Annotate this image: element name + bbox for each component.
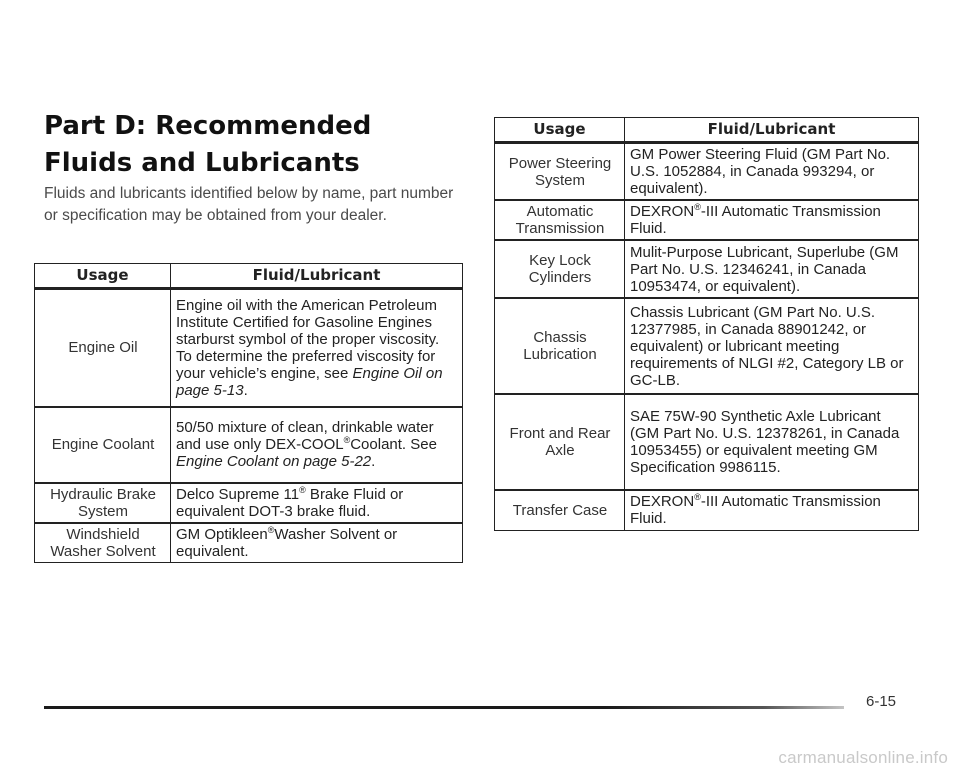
- table-row: [495, 143, 919, 201]
- fluid-cell: Chassis Lubricant (GM Part No. U.S. 12377985, in Canada 88901242, or equivalent) or lubricant meeting requirements of NLGI #2, Category LB or GC-LB.: [625, 298, 919, 394]
- usage-cell: Automatic Transmission: [495, 200, 625, 240]
- fluid-text-tail: .: [243, 381, 248, 399]
- usage-cell: Power Steering System: [495, 143, 625, 201]
- fluid-cell: Mulit-Purpose Lubricant, Superlube (GM Part No. U.S. 12346241, in Canada 10953474, or equivalent).: [625, 240, 919, 298]
- registered-mark: ®: [694, 202, 701, 212]
- registered-mark: ®: [299, 484, 306, 495]
- table-row: [35, 289, 463, 407]
- fluid-text: Delco Supreme 11: [176, 485, 300, 503]
- registered-mark: ®: [343, 435, 351, 445]
- page-reference: Engine Oil on page 5-13: [176, 364, 443, 399]
- registered-mark: ®: [694, 492, 701, 503]
- fluid-cell: [171, 483, 463, 523]
- table-row: [35, 523, 463, 563]
- table-row: [35, 483, 463, 523]
- footer-rule: [44, 706, 844, 709]
- usage-header: Usage: [495, 118, 625, 143]
- fluid-text: -III Automatic Transmission Fluid.: [630, 493, 881, 528]
- fluid-text: -III Automatic Transmission Fluid.: [630, 203, 881, 237]
- usage-cell: Transfer Case: [495, 490, 625, 530]
- fluid-cell: [625, 490, 919, 530]
- fluid-cell: SAE 75W-90 Synthetic Axle Lubricant (GM Part No. U.S. 12378261, in Canada 10953455) or equivalent meeting GM Specification 9986115.: [625, 394, 919, 490]
- registered-mark: ®: [267, 524, 275, 535]
- table-row: [35, 407, 463, 483]
- fluid-cell: [171, 523, 463, 563]
- table-header-row: [35, 264, 463, 289]
- table-row: [495, 240, 919, 298]
- fluid-cell: [171, 407, 463, 483]
- table-row: [495, 200, 919, 240]
- usage-cell: Engine Coolant: [35, 407, 171, 483]
- fluid-cell: [171, 289, 463, 407]
- table-row: [495, 490, 919, 530]
- fluid-text: DEXRON: [630, 203, 695, 220]
- usage-header: Usage: [35, 264, 171, 289]
- fluid-text: Coolant. See: [350, 436, 437, 453]
- fluid-text: Washer Solvent or equivalent.: [176, 525, 398, 560]
- usage-cell: Hydraulic Brake System: [35, 483, 171, 523]
- table-row: [495, 298, 919, 394]
- fluid-header: Fluid/Lubricant: [171, 264, 463, 289]
- table-row: [495, 394, 919, 490]
- fluid-cell: [625, 200, 919, 240]
- page-title: Part D: Recommended Fluids and Lubricants: [44, 111, 372, 178]
- page-number: 6-15: [866, 693, 897, 710]
- fluid-text: 50/50 mixture of clean, drinkable water and use only DEX-COOL: [176, 419, 434, 453]
- page-reference: Engine Coolant on page 5-22: [176, 453, 372, 470]
- fluid-text-tail: .: [371, 453, 376, 470]
- usage-cell: Front and Rear Axle: [495, 394, 625, 490]
- intro-paragraph: Fluids and lubricants identified below by name, part number or specification may be obtained from your dealer.: [44, 185, 454, 224]
- usage-cell: Engine Oil: [35, 289, 171, 407]
- fluids-table-left: [34, 263, 463, 563]
- fluids-table-right: [494, 117, 919, 531]
- usage-cell: Chassis Lubrication: [495, 298, 625, 394]
- site-watermark: carmanualsonline.info: [778, 748, 948, 767]
- usage-cell: Windshield Washer Solvent: [35, 523, 171, 563]
- fluid-header: Fluid/Lubricant: [625, 118, 919, 143]
- fluid-text: GM Optikleen: [176, 525, 268, 543]
- fluid-cell: GM Power Steering Fluid (GM Part No. U.S. 1052884, in Canada 993294, or equivalent).: [625, 143, 919, 201]
- fluid-text: DEXRON: [630, 493, 695, 511]
- fluid-text: Brake Fluid or equivalent DOT-3 brake fluid.: [176, 485, 404, 520]
- table-header-row: [495, 118, 919, 143]
- usage-cell: Key Lock Cylinders: [495, 240, 625, 298]
- fluid-text: Engine oil with the American Petroleum Institute Certified for Gasoline Engines starburst symbol of the proper viscosity. To determine the preferred viscosity for your vehicle’s engine, see: [176, 296, 440, 382]
